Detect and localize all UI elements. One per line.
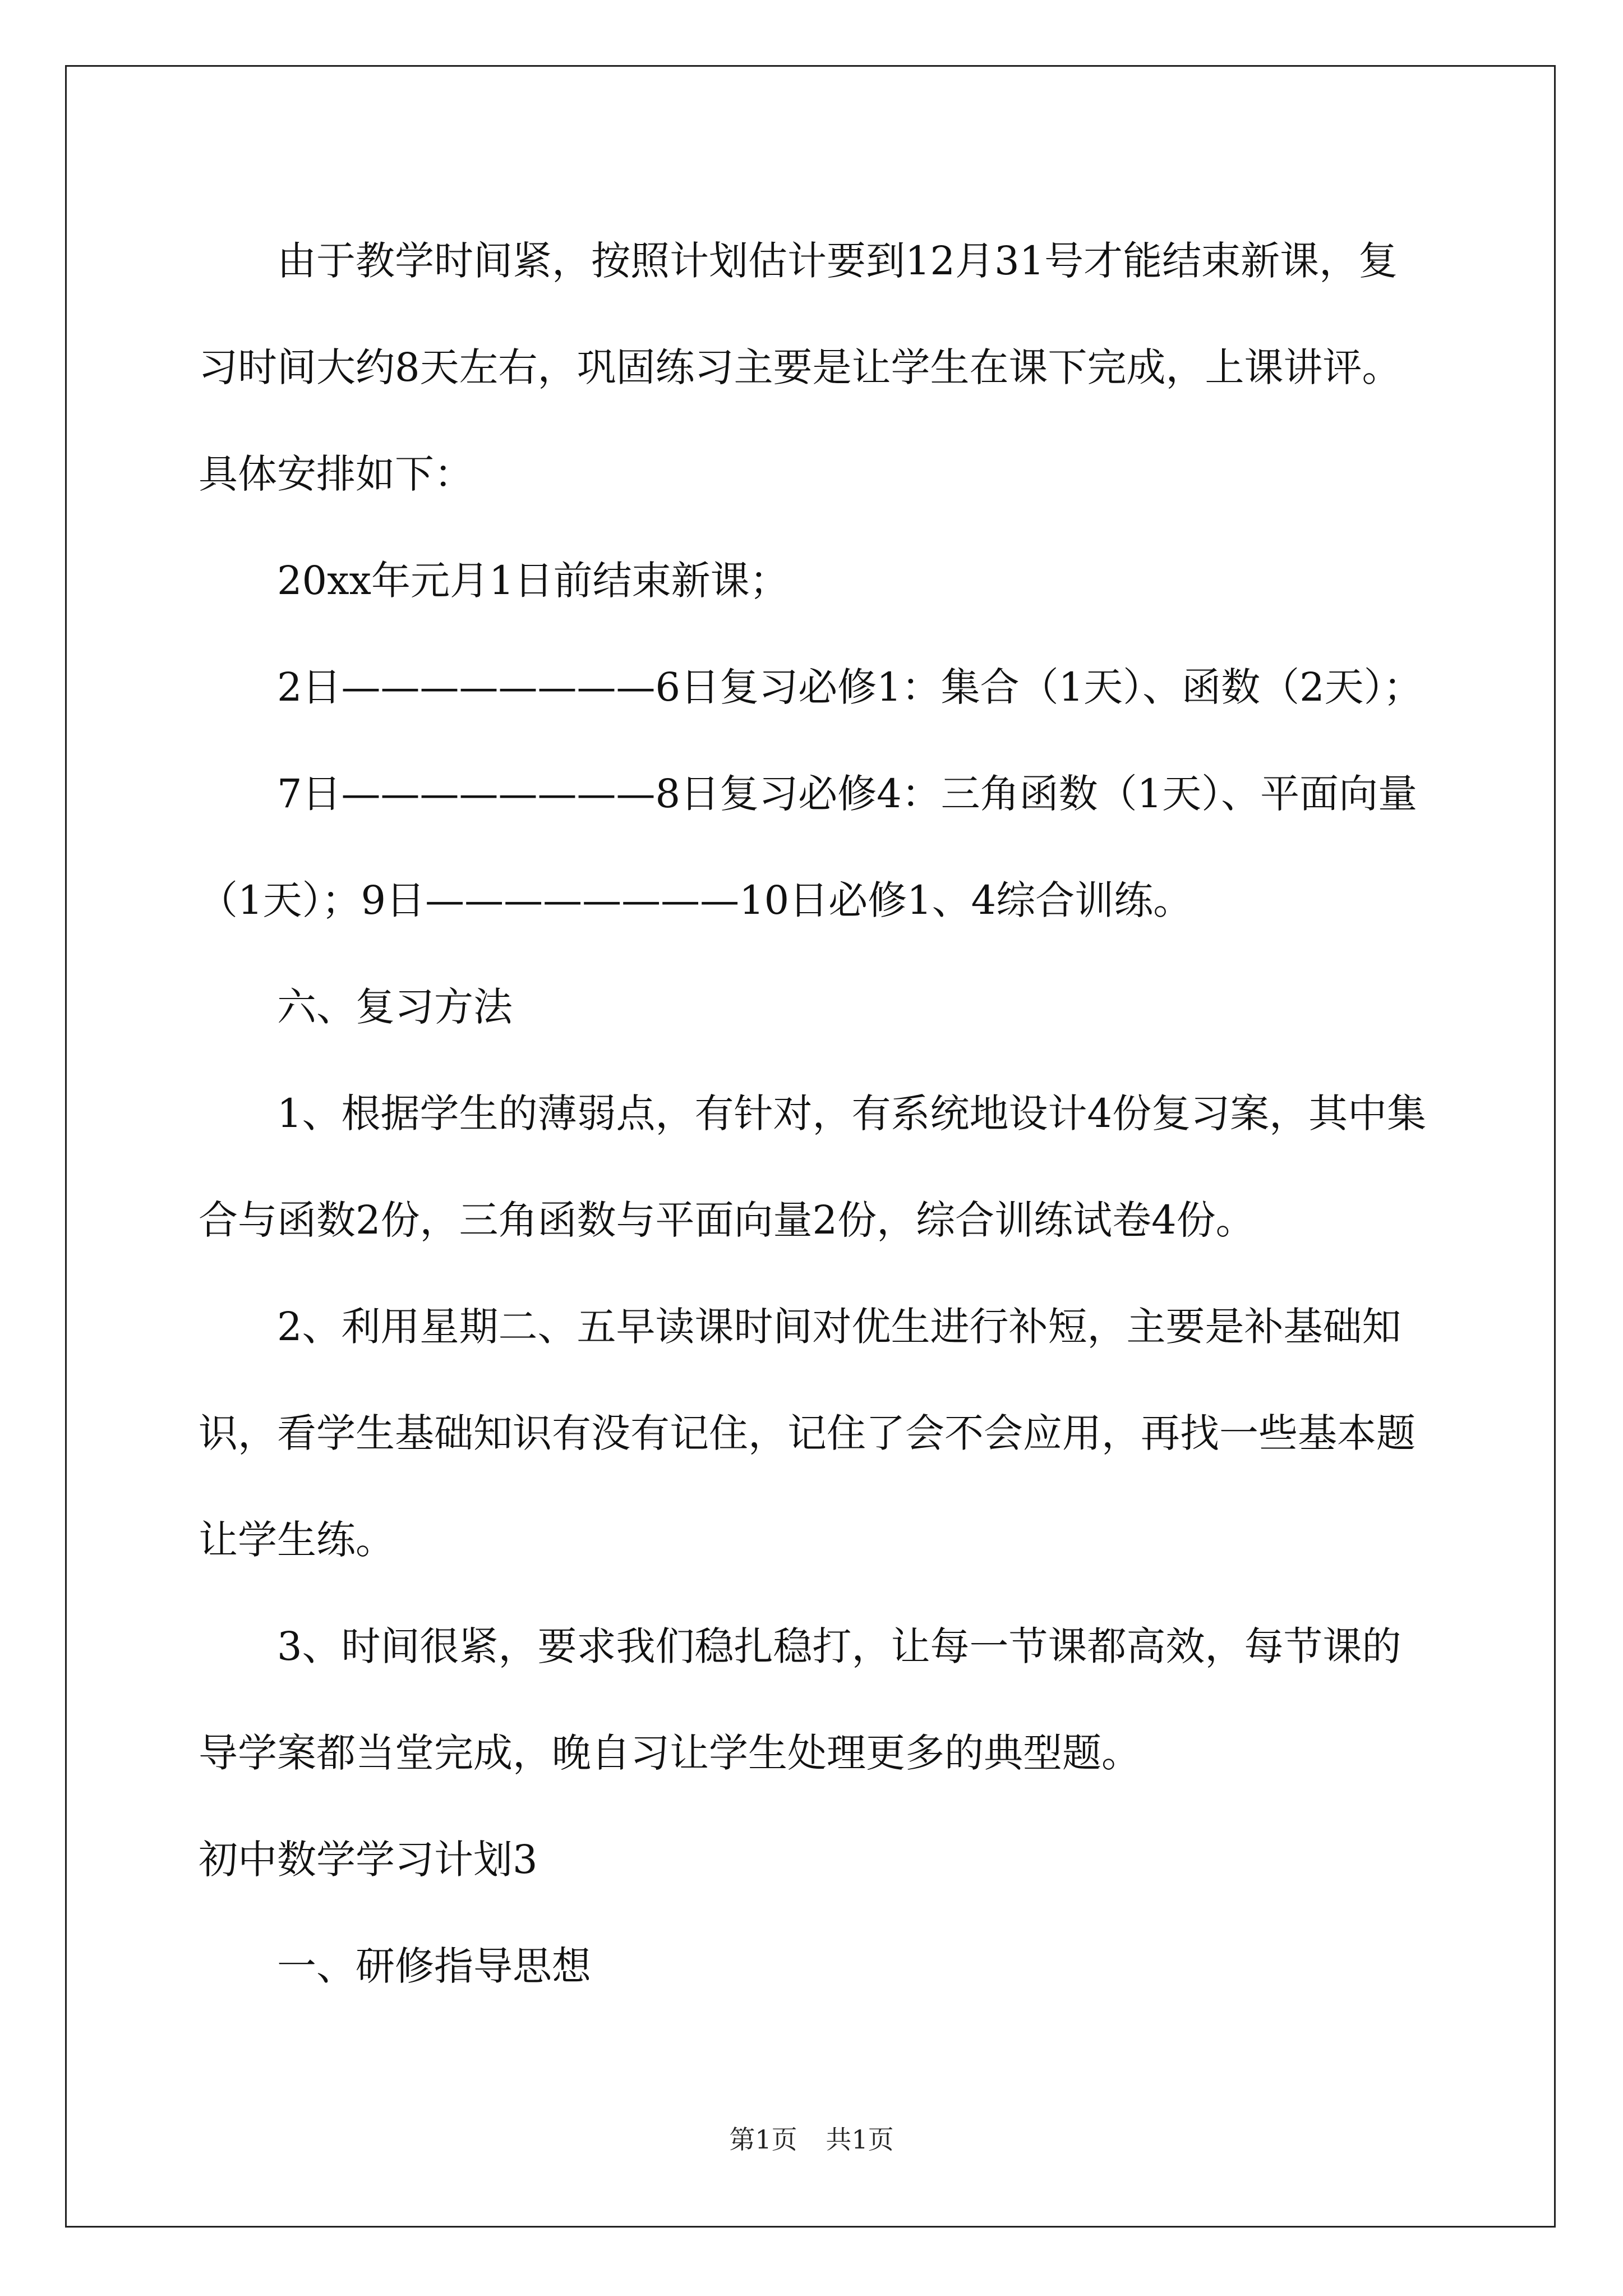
paragraph-method-3: 3、时间很紧，要求我们稳扎稳打，让每一节课都高效，每节课的导学案都当堂完成，晚自习让学生处理更多的典型题。 [199, 1623, 1401, 1776]
page-number-total: 共1页 [826, 2124, 894, 2155]
paragraph-schedule-intro: 由于教学时间紧，按照计划估计要到12月31号才能结束新课，复习时间大约8天左右，巩固练习主要是让学生在课下完成，上课讲评。具体安排如下： [199, 238, 1401, 497]
section-heading-guiding-idea: 一、研修指导思想 [277, 1943, 591, 1989]
paragraph-method-1: 1、根据学生的薄弱点，有针对，有系统地设计4份复习案，其中集合与函数2份，三角函数与平面向量2份，综合训练试卷4份。 [199, 1091, 1427, 1243]
page-footer [0, 2119, 1623, 2156]
document-section-title: 初中数学学习计划3 [199, 1837, 538, 1883]
document-body [199, 208, 1430, 2019]
page-number-current: 第1页 [729, 2124, 797, 2155]
paragraph-new-lessons-end: 20xx年元月1日前结束新课； [277, 558, 789, 604]
paragraph-method-2: 2、利用星期二、五早读课时间对优生进行补短，主要是补基础知识，看学生基础知识有没有记住，记住了会不会应用，再找一些基本题让学生练。 [199, 1304, 1415, 1563]
section-heading-review-methods: 六、复习方法 [277, 984, 513, 1030]
paragraph-review-required-1: 2日————————6日复习必修1：集合（1天）、函数（2天）； [277, 664, 1423, 710]
paragraph-review-required-4: 7日————————8日复习必修4：三角函数（1天）、平面向量（1天）；9日————————10日必修1、4综合训练。 [199, 771, 1418, 923]
